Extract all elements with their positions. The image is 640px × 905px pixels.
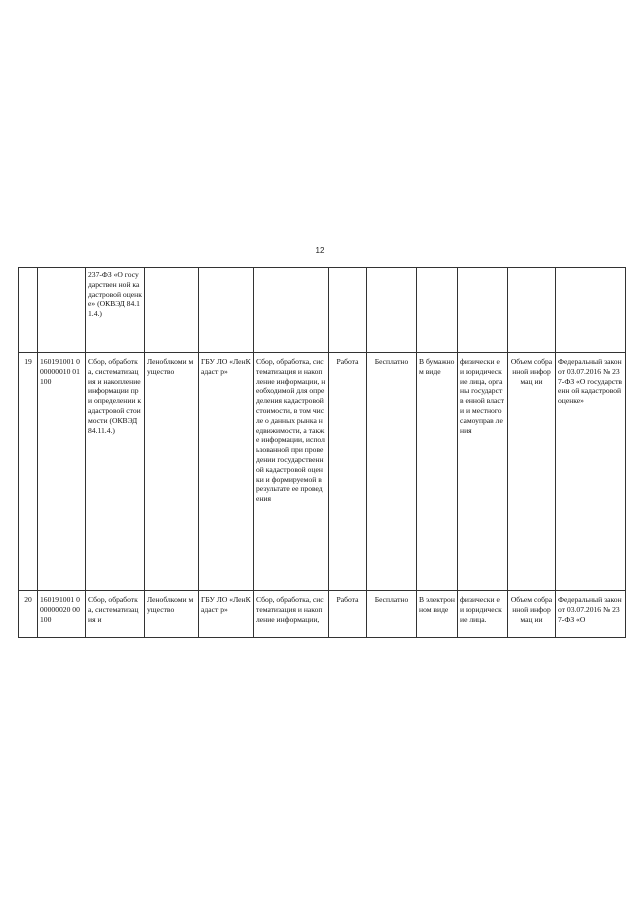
consumers-cell bbox=[458, 268, 508, 353]
service-name-cell: Сбор, обработка, систематизац ия и bbox=[86, 591, 145, 638]
form-cell: В электрон ном виде bbox=[417, 591, 458, 638]
law-cell: Федеральный закон от 03.07.2016 № 237-ФЗ «О государственн ой кадастровой оценке» bbox=[556, 353, 626, 591]
content-cell: Сбор, обработка, систематизация и накопление информации, необходимой для определения кадастровой стоимости, в том числе о данных рынка недвижимости, а также информации, использованной при проведении государственной кадастровой оценки и формируемой в результате ее проведения bbox=[254, 353, 329, 591]
registry-code-cell: 160191001 000000020 00100 bbox=[38, 591, 86, 638]
founder-cell bbox=[145, 268, 199, 353]
table-row bbox=[19, 591, 626, 638]
consumers-cell: физически е и юридическ ие лица, органы государств енной власти и местного самоуправ ления bbox=[458, 353, 508, 591]
table-row bbox=[19, 268, 626, 353]
type-cell bbox=[329, 268, 367, 353]
volume-cell bbox=[508, 268, 556, 353]
form-cell bbox=[417, 268, 458, 353]
row-number-cell: 20 bbox=[19, 591, 38, 638]
registry-code-cell: 160191001 000000010 01100 bbox=[38, 353, 86, 591]
law-cell: Федеральный закон от 03.07.2016 № 237-ФЗ «О bbox=[556, 591, 626, 638]
consumers-cell: физически е и юридическ ие лица. bbox=[458, 591, 508, 638]
page-number: 12 bbox=[315, 246, 325, 255]
registry-code-cell bbox=[38, 268, 86, 353]
form-cell: В бумажно м виде bbox=[417, 353, 458, 591]
row-number-cell bbox=[19, 268, 38, 353]
volume-cell: Объем собранной информац ии bbox=[508, 353, 556, 591]
institution-cell: ГБУ ЛО «ЛенКадаст р» bbox=[199, 591, 254, 638]
payment-cell: Бесплатно bbox=[367, 591, 417, 638]
founder-cell: Леноблкоми муществo bbox=[145, 353, 199, 591]
content-cell bbox=[254, 268, 329, 353]
payment-cell bbox=[367, 268, 417, 353]
volume-cell: Объем собранной информац ии bbox=[508, 591, 556, 638]
institution-cell bbox=[199, 268, 254, 353]
law-cell bbox=[556, 268, 626, 353]
table-row bbox=[19, 353, 626, 591]
institution-cell: ГБУ ЛО «ЛенКадаст р» bbox=[199, 353, 254, 591]
row-number-cell: 19 bbox=[19, 353, 38, 591]
type-cell: Работа bbox=[329, 591, 367, 638]
type-cell: Работа bbox=[329, 353, 367, 591]
register-table bbox=[18, 267, 626, 638]
founder-cell: Леноблкоми муществo bbox=[145, 591, 199, 638]
payment-cell: Бесплатно bbox=[367, 353, 417, 591]
content-cell: Сбор, обработка, систематизация и накопление информации, bbox=[254, 591, 329, 638]
service-name-cell: 237-ФЗ «О государствен ной кадастровой оценке» (ОКВЭД 84.11.4.) bbox=[86, 268, 145, 353]
service-name-cell: Сбор, обработка, систематизац ия и накопление информации при определении кадастровой стоимости (ОКВЭД 84.11.4.) bbox=[86, 353, 145, 591]
